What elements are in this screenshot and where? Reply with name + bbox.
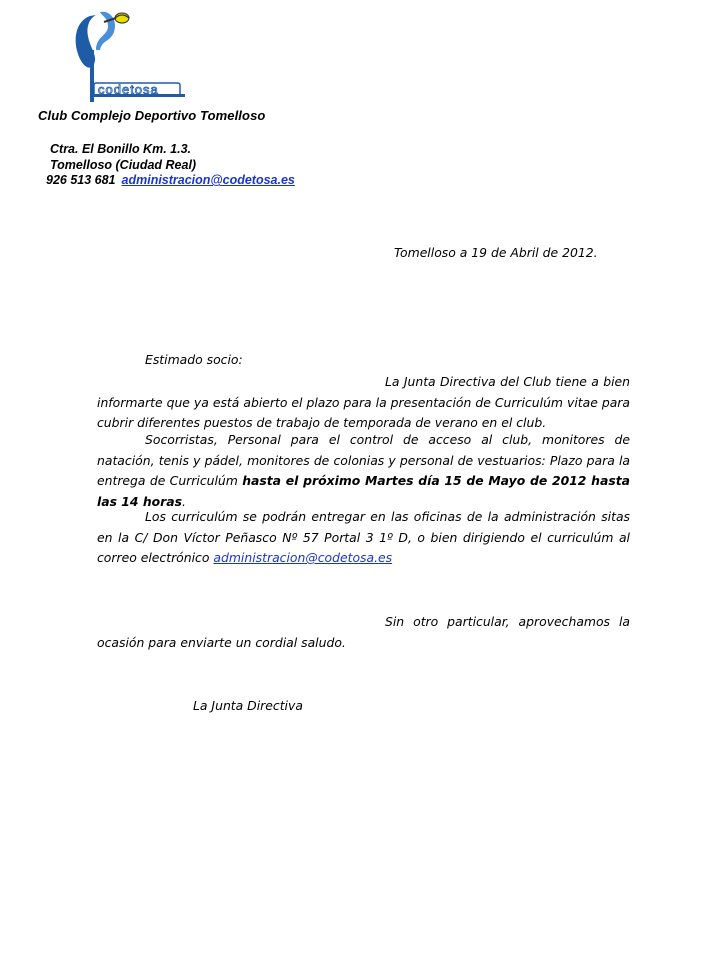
body-email-link[interactable]: administracion@codetosa.es <box>213 550 393 565</box>
letter-greeting: Estimado socio: <box>145 352 243 367</box>
paragraph-3-text: Los curriculúm se podrán entregar en las oficinas de la administración sitas en la C/ Don Víctor Peñasco Nº 57 Portal 3 1º D, o bien dirigiendo el curriculúm al correo electrónico <box>97 509 630 565</box>
paragraph-1: La Junta Directiva del Club tiene a bien informarte que ya está abierto el plazo para la presentación de Curriculúm vitae para cubrir diferentes puestos de trabajo de temporada de verano en el club. <box>97 374 630 430</box>
club-name: Club Complejo Deportivo Tomelloso <box>38 108 266 123</box>
contact-line <box>46 173 295 187</box>
header-email-link[interactable]: administracion@codetosa.es <box>121 173 295 187</box>
logo-wordmark: codetosa <box>98 82 159 97</box>
paragraph-2-end: . <box>182 493 186 509</box>
address-line-1: Ctra. El Bonillo Km. 1.3. <box>50 142 191 156</box>
signature: La Junta Directiva <box>193 698 303 713</box>
paragraph-closing: Sin otro particular, aprovechamos la ocasión para enviarte un cordial saludo. <box>97 614 630 650</box>
phone-number: 926 513 681 <box>46 173 116 187</box>
paragraph-2 <box>97 430 630 512</box>
paragraph-3 <box>97 507 630 569</box>
codetosa-logo <box>60 6 185 106</box>
letter-date: Tomelloso a 19 de Abril de 2012. <box>394 245 598 260</box>
deadline-text: hasta el próximo Martes día 15 de Mayo de 2012 hasta las 14 horas <box>97 473 630 509</box>
paragraph-2-text: Socorristas, Personal para el control de acceso al club, monitores de natación, tenis y pádel, monitores de colonias y personal de vestuarios: Plazo para la entrega de Curriculúm <box>97 432 630 488</box>
address-line-2: Tomelloso (Ciudad Real) <box>50 158 197 172</box>
